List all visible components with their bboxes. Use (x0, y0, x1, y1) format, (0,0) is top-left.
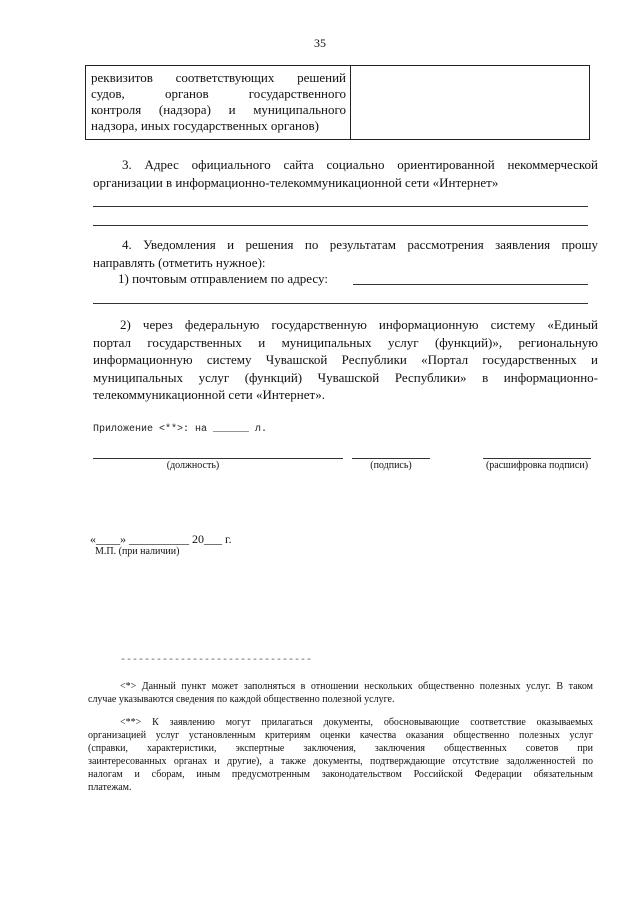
name-caption: (расшифровка подписи) (485, 460, 589, 471)
table-text-line: реквизитов соответствующих решений (91, 70, 346, 85)
section-3 (93, 156, 598, 191)
section-3-heading: 3. Адрес официального сайта социально ориентированной некоммерческой (122, 157, 598, 172)
section-4-heading: 4. Уведомления и решения по результатам рассмотрения заявления прошу (122, 237, 598, 252)
footnote-divider: -------------------------------- (120, 655, 313, 666)
option-portal-line: 2) через федеральную государственную информационную систему «Единый (120, 317, 598, 332)
footnote-2-line: налогам и сборам, иным предусмотренным законодательством Российской Федерации обязательным (88, 769, 593, 780)
footnote-1-line: <*> Данный пункт может заполняться в отношении нескольких общественно полезных услуг. В таком (120, 681, 593, 692)
footnote-2 (88, 716, 593, 794)
postal-address-field-line-2[interactable] (93, 303, 588, 304)
page-number: 35 (314, 36, 326, 50)
stamp-note: М.П. (при наличии) (95, 546, 180, 557)
position-field[interactable] (93, 458, 343, 459)
option-portal-line: телекоммуникационной сети «Интернет». (93, 387, 325, 402)
footnote-2-line: организацией услуг установленным критериям оценки качества оказания общественно полезных услуг (88, 730, 593, 741)
section-4-text: направлять (отметить нужное): (93, 254, 266, 270)
option-postal-label: 1) почтовым отправлением по адресу: (118, 271, 328, 286)
signature-caption: (подпись) (370, 460, 412, 471)
section-3-text: организации в информационно-телекоммуникационной сети «Интернет» (93, 174, 499, 190)
attachment-line: Приложение <**>: на ______ л. (93, 424, 268, 435)
table-text-line: судов, органов государственного (91, 86, 346, 101)
table-cell-requisites (86, 66, 351, 139)
footnote-2-line: платежам. (88, 782, 132, 793)
option-portal-line: муниципальных услуг (функций) Чувашской Республики» в информационно- (93, 369, 598, 385)
name-field[interactable] (483, 458, 591, 459)
position-caption: (должность) (166, 460, 220, 471)
footnote-2-line: (справки, характеристики, экспертные заключения, заключения общественных советов при (88, 743, 593, 754)
option-portal-line: информационную систему Чувашской Республики «Портал государственных и (93, 352, 598, 367)
postal-address-field[interactable] (353, 284, 588, 285)
option-portal (93, 316, 598, 404)
table-cell-value[interactable] (351, 66, 589, 139)
date-field[interactable]: «____» __________ 20___ г. (90, 532, 232, 546)
section-4 (93, 236, 598, 271)
footnote-1 (88, 680, 593, 706)
website-field-line-1[interactable] (93, 206, 588, 207)
table-text-line: надзора, иных государственных органов) (91, 118, 319, 133)
signature-field[interactable] (352, 458, 430, 459)
website-field-line-2[interactable] (93, 225, 588, 226)
table-text-line: контроля (надзора) и муниципального (91, 102, 346, 117)
footnote-2-line: <**> К заявлению могут прилагаться документы, обосновывающие соответствие оказываемых (120, 717, 593, 728)
option-portal-line: портал государственных и муниципальных услуг (функций)», региональную (93, 334, 598, 350)
footnote-1-line: случае указываются сведения по каждой общественно полезной услуге. (88, 694, 395, 705)
requisites-table (85, 65, 590, 140)
footnote-2-line: заинтересованных органах и другие), а также документы, подтверждающие отсутствие задолженностей по (88, 756, 593, 767)
